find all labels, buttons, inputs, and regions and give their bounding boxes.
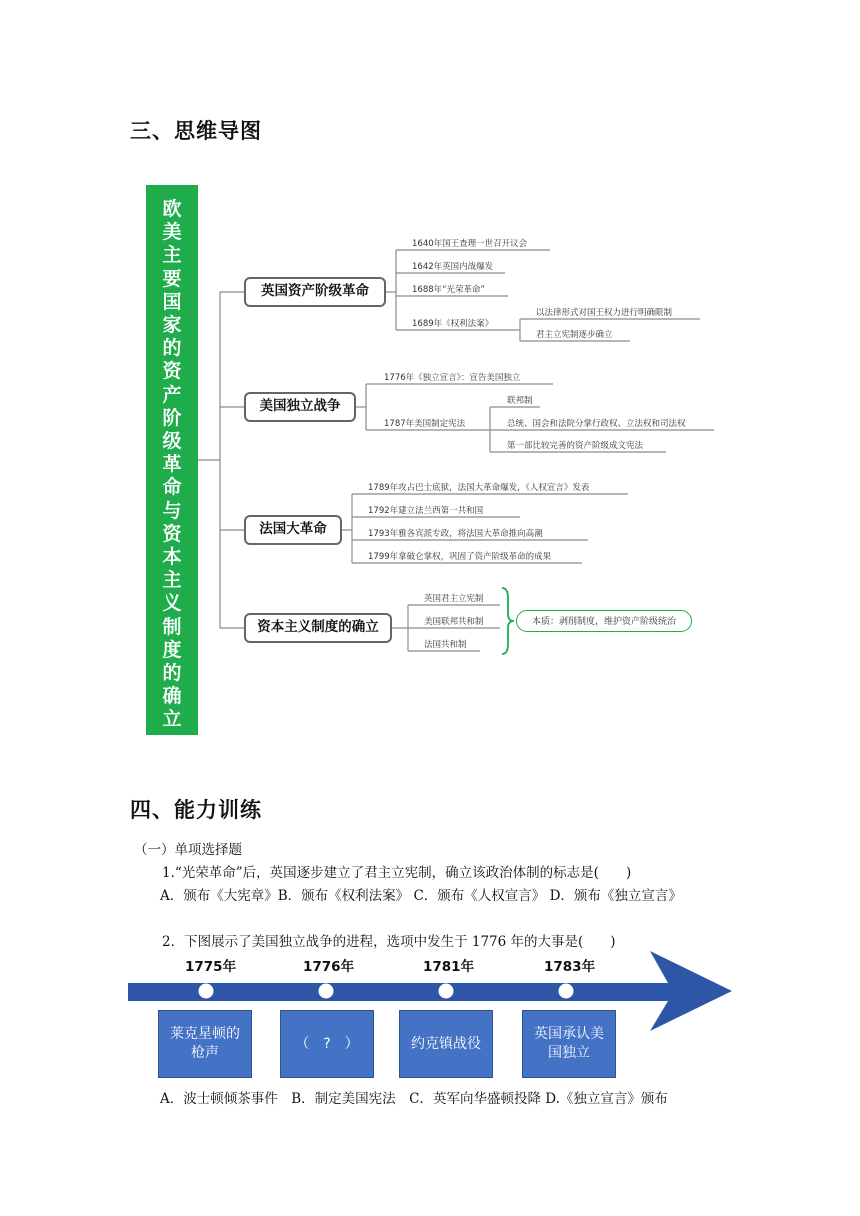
leaf: 法国共和制: [424, 640, 467, 650]
exercise-subtitle: （一）单项选择题: [134, 842, 242, 858]
question-1-options: A．颁布《大宪章》B．颁布《权利法案》 C．颁布《人权宣言》 D．颁布《独立宣言》: [160, 888, 682, 904]
root-char: 制: [162, 615, 182, 638]
timeline-event-box: [158, 1010, 252, 1078]
timeline-event-box: [522, 1010, 616, 1078]
section-heading-mindmap: 三、思维导图: [130, 119, 262, 143]
timeline-dot: [559, 984, 574, 999]
root-char: 命: [162, 476, 182, 499]
root-char: 资: [162, 360, 182, 383]
question-2-stem: 2．下图展示了美国独立战争的进程，选项中发生于 1776 年的大事是( ): [162, 934, 616, 950]
root-char: 革: [162, 453, 182, 476]
essence-note: 本质：剥削制度，维护资产阶级统治: [516, 610, 692, 632]
root-char: 欧: [162, 198, 182, 220]
leaf: 1792年建立法兰西第一共和国: [368, 506, 484, 516]
branch-french-revolution: 法国大革命: [244, 515, 342, 545]
root-char: 确: [162, 685, 182, 708]
timeline-event-label: （ ? ）: [295, 1035, 359, 1052]
timeline-event-label: 英国承认美 国独立: [534, 1026, 604, 1061]
root-char: 国: [162, 290, 182, 313]
root-char: 本: [162, 546, 182, 569]
timeline-year: 1775年: [185, 959, 237, 975]
timeline-year: 1776年: [303, 959, 355, 975]
leaf: 1787年美国制定宪法: [384, 419, 466, 429]
leaf: 1793年雅各宾派专政，将法国大革命推向高潮: [368, 529, 543, 539]
branch-england-revolution: 英国资产阶级革命: [244, 277, 386, 307]
subleaf: 以法律形式对国王权力进行明确限制: [536, 308, 673, 318]
question-2-options: A．波士顿倾茶事件 B．制定美国宪法 C．英军向华盛顿投降 D.《独立宣言》颁布: [160, 1091, 668, 1107]
timeline-year: 1783年: [544, 959, 596, 975]
branch-capitalism-established: 资本主义制度的确立: [244, 613, 392, 643]
subleaf: 总统、国会和法院分掌行政权、立法权和司法权: [507, 419, 686, 429]
leaf: 1776年《独立宣言》：宣告美国独立: [384, 373, 521, 383]
section-heading-training: 四、能力训练: [130, 798, 262, 822]
subleaf: 联邦制: [507, 396, 533, 406]
timeline-year: 1781年: [423, 959, 475, 975]
root-char: 立: [162, 708, 182, 731]
root-char: 度: [162, 638, 182, 661]
root-char: 美: [162, 221, 182, 244]
leaf: 1642年英国内战爆发: [412, 262, 494, 272]
root-char: 的: [162, 662, 182, 685]
root-char: 主: [162, 244, 182, 267]
timeline-event-box: [399, 1010, 493, 1078]
timeline-event-box: [280, 1010, 374, 1078]
root-char: 级: [162, 430, 182, 453]
root-char: 的: [162, 337, 182, 360]
timeline-dot: [439, 984, 454, 999]
question-1-stem: 1.“光荣革命”后，英国逐步建立了君主立宪制，确立该政治体制的标志是( ): [162, 865, 632, 881]
subleaf: 第一部比较完善的资产阶级成文宪法: [507, 441, 644, 451]
root-char: 家: [162, 314, 182, 337]
leaf: 1689年《权利法案》: [412, 319, 494, 329]
root-char: 资: [162, 522, 182, 545]
leaf: 1789年攻占巴士底狱，法国大革命爆发，《人权宣言》发表: [368, 483, 590, 493]
subleaf: 君主立宪制逐步确立: [536, 330, 613, 340]
leaf: 1799年拿破仑掌权，巩固了资产阶级革命的成果: [368, 552, 552, 562]
leaf: 美国联邦共和制: [424, 617, 484, 627]
timeline-dot: [199, 984, 214, 999]
root-char: 产: [162, 383, 182, 406]
root-char: 主: [162, 569, 182, 592]
timeline-event-label: 莱克星顿的 枪声: [170, 1026, 240, 1061]
root-char: 阶: [162, 406, 182, 429]
root-char: 要: [162, 267, 182, 290]
leaf: 1640年国王查理一世召开议会: [412, 239, 528, 249]
root-char: 与: [162, 499, 182, 522]
leaf: 1688年“光荣革命”: [412, 285, 485, 295]
leaf: 英国君主立宪制: [424, 594, 484, 604]
timeline-event-label: 约克镇战役: [411, 1035, 481, 1052]
timeline-dot: [319, 984, 334, 999]
root-char: 义: [162, 592, 182, 615]
branch-american-independence: 美国独立战争: [244, 392, 356, 422]
